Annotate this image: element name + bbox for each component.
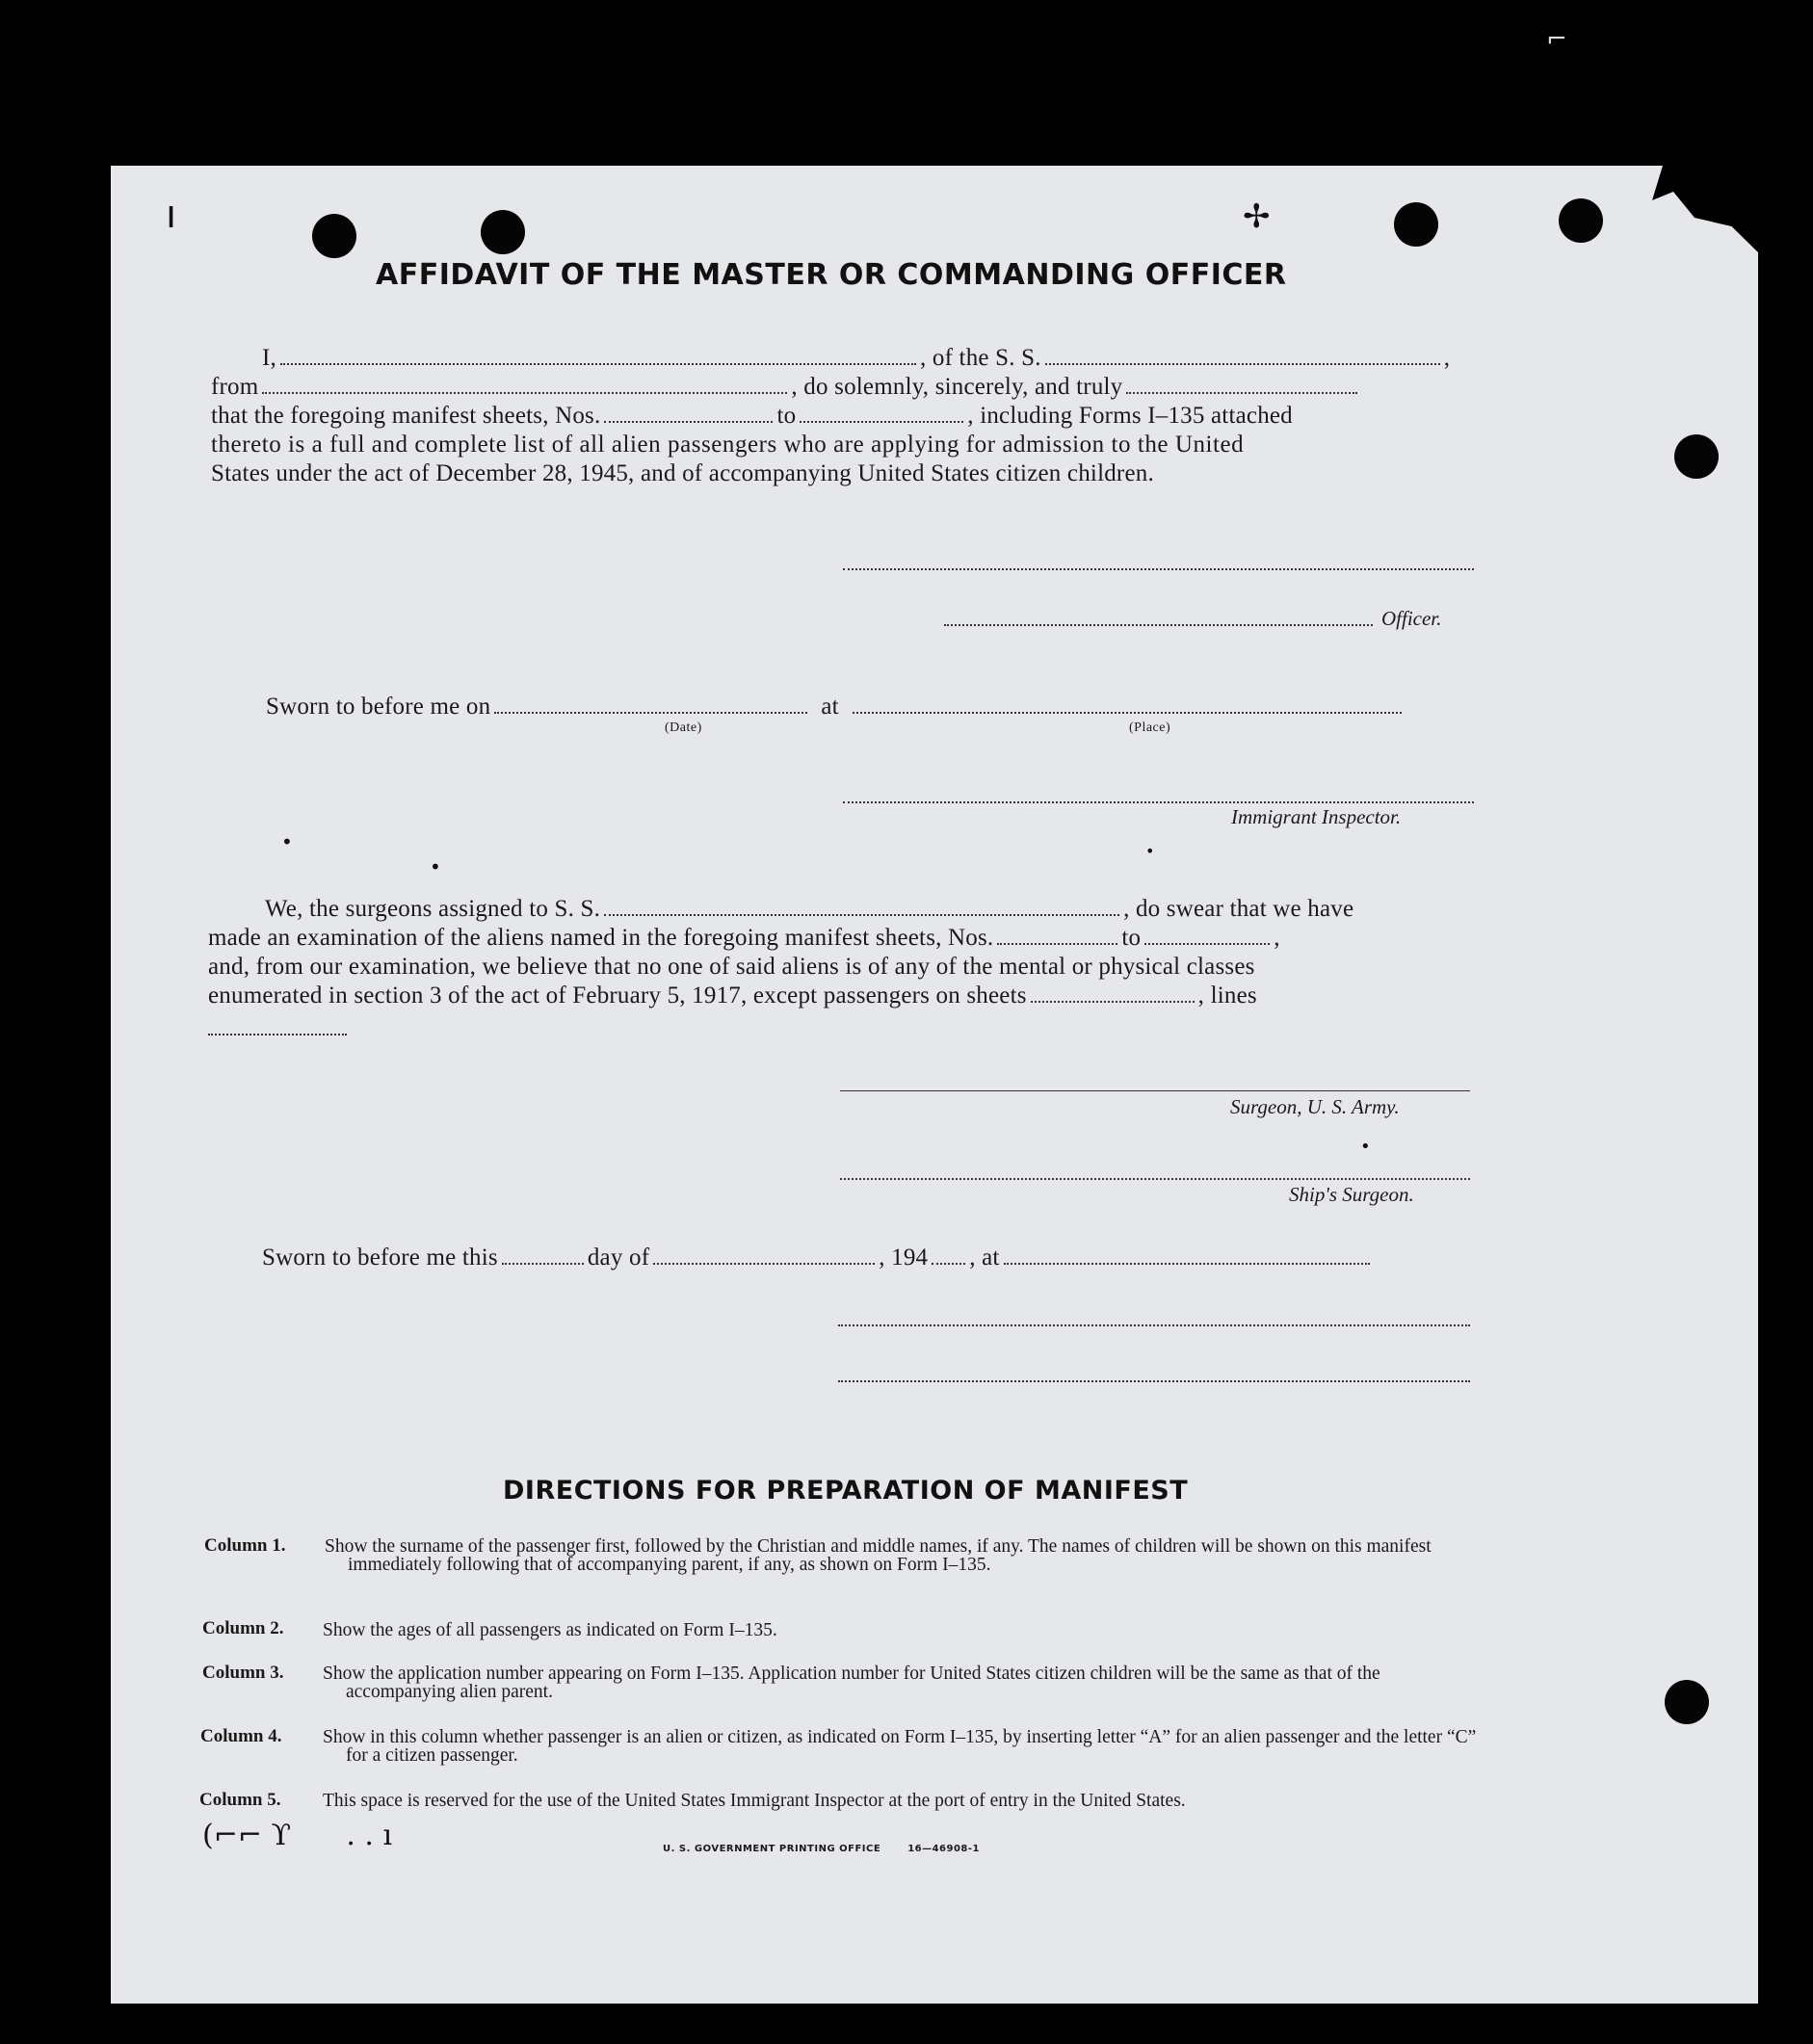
- surgeons-text: We, the surgeons assigned to S. S.: [265, 896, 601, 922]
- form-code: 16—46908-1: [907, 1844, 981, 1854]
- ship-name-field[interactable]: [1045, 363, 1440, 365]
- sheet-from-field[interactable]: [604, 421, 773, 423]
- directions-title: DIRECTIONS FOR PREPARATION OF MANIFEST: [503, 1476, 1189, 1506]
- place-caption: (Place): [1129, 721, 1171, 735]
- column-2-label: Column 2.: [202, 1618, 284, 1638]
- officer-caption: Officer.: [1381, 607, 1442, 630]
- witness-signature-line-1[interactable]: [838, 1324, 1470, 1326]
- punch-hole: [1674, 434, 1719, 479]
- from-label: from: [211, 374, 259, 400]
- except-lines-field[interactable]: [208, 1034, 347, 1035]
- affidavit-line-3: [211, 403, 1293, 430]
- sworn-place-field[interactable]: [853, 712, 1402, 714]
- speck-mark: •: [1360, 1137, 1371, 1157]
- surgeons-line-2: [208, 925, 1280, 952]
- exam-sheet-to-field[interactable]: [1144, 943, 1270, 945]
- column-5-text: This space is reserved for the use of the United States Immigrant Inspector at the port of entry in the United States.: [323, 1791, 1186, 1811]
- handwritten-mark: (⌐⌐ ϒ . . ı: [202, 1819, 393, 1852]
- speck-mark: ✢: [1243, 197, 1271, 236]
- ship-surgeon-signature-line[interactable]: [840, 1178, 1470, 1180]
- speck-mark: ı: [166, 193, 177, 237]
- port-from-field[interactable]: [262, 392, 787, 394]
- affidavit-line-1: [262, 345, 1450, 372]
- to-label: to: [776, 403, 797, 429]
- speck-mark: •: [1145, 842, 1155, 860]
- manifest-sheets-text: that the foregoing manifest sheets, Nos.: [211, 403, 601, 429]
- punch-hole: [312, 214, 356, 258]
- of-the-ss: , of the S. S.: [919, 345, 1041, 371]
- printer-imprint: [663, 1844, 980, 1854]
- column-1-text: Show the surname of the passenger first, followed by the Christian and middle names, if any. The names of children will be shown on this manifest immediately following that of accompanying parent, if any, as shown on Form I–135.: [325, 1536, 1432, 1575]
- exam-sheet-from-field[interactable]: [997, 943, 1117, 945]
- punch-hole: [1665, 1680, 1709, 1724]
- speck-mark: ⌐: [1546, 25, 1567, 54]
- inspector-caption: Immigrant Inspector.: [1231, 805, 1402, 828]
- punch-hole: [1559, 198, 1603, 243]
- sworn-this-text: Sworn to before me this: [262, 1245, 498, 1271]
- at-label: , at: [969, 1245, 1000, 1271]
- ship-surgeon-caption: Ship's Surgeon.: [1289, 1183, 1414, 1206]
- sworn-date-line: [266, 694, 1406, 721]
- punch-hole: [1394, 202, 1438, 247]
- master-name-field[interactable]: [280, 363, 916, 365]
- column-1-label: Column 1.: [204, 1535, 286, 1556]
- comma: ,: [1443, 345, 1451, 371]
- page-title: AFFIDAVIT OF THE MASTER OR COMMANDING OFFICER: [376, 258, 1287, 292]
- day-of-label: day of: [587, 1245, 650, 1271]
- affidavit-i: I,: [262, 345, 276, 371]
- sworn-date-field[interactable]: [494, 712, 807, 714]
- column-5-label: Column 5.: [199, 1790, 281, 1810]
- oath-field[interactable]: [1126, 392, 1357, 394]
- column-3-label: Column 3.: [202, 1663, 284, 1683]
- swear-text: , do swear that we have: [1123, 896, 1354, 922]
- sheet-to-field[interactable]: [800, 421, 963, 423]
- officer-title-line[interactable]: [944, 624, 1373, 626]
- punch-hole: [481, 210, 525, 254]
- lines-text: , lines: [1197, 983, 1257, 1009]
- surgeons-line-3: and, from our examination, we believe that no one of said aliens is of any of the mental or physical classes: [208, 954, 1255, 980]
- column-2-text: Show the ages of all passengers as indicated on Form I–135.: [323, 1620, 777, 1640]
- surgeon-ship-field[interactable]: [604, 914, 1119, 916]
- month-field[interactable]: [653, 1263, 875, 1265]
- enumerated-text: enumerated in section 3 of the act of February 5, 1917, except passengers on sheets: [208, 983, 1027, 1009]
- affidavit-line-4: thereto is a full and complete list of all alien passengers who are applying for admission to the United: [211, 432, 1245, 458]
- column-4-label: Column 4.: [200, 1726, 282, 1746]
- sworn-text: Sworn to before me on: [266, 694, 491, 720]
- army-surgeon-signature-line[interactable]: [840, 1090, 1470, 1091]
- witness-signature-line-2[interactable]: [838, 1380, 1470, 1382]
- at-label: at: [821, 694, 839, 720]
- affidavit-line-5: States under the act of December 28, 1945, and of accompanying United States citizen children.: [211, 460, 1154, 486]
- column-3-text: Show the application number appearing on Form I–135. Application number for United States citizen children will be the same as that of the accompanying alien parent.: [323, 1664, 1380, 1702]
- sworn-day-place-field[interactable]: [1004, 1263, 1370, 1265]
- army-surgeon-caption: Surgeon, U. S. Army.: [1230, 1095, 1400, 1118]
- affidavit-line-2: [211, 374, 1361, 401]
- speck-mark: •: [281, 830, 293, 853]
- to-label: to: [1121, 925, 1142, 951]
- comma: ,: [1274, 925, 1280, 951]
- year-label: , 194: [879, 1245, 929, 1271]
- inspector-signature-line[interactable]: [843, 801, 1474, 803]
- officer-signature-line[interactable]: [843, 568, 1474, 570]
- date-caption: (Date): [665, 721, 702, 735]
- sworn-day-line: [262, 1245, 1374, 1271]
- year-field[interactable]: [932, 1263, 965, 1265]
- examination-text: made an examination of the aliens named in the foregoing manifest sheets, Nos.: [208, 925, 994, 951]
- printer-name: U. S. GOVERNMENT PRINTING OFFICE: [663, 1844, 881, 1854]
- surgeons-line-4: [208, 983, 1257, 1009]
- surgeons-line-1: [265, 896, 1353, 923]
- solemnly-text: , do solemnly, sincerely, and truly: [791, 374, 1123, 400]
- except-sheets-field[interactable]: [1031, 1001, 1195, 1003]
- speck-mark: •: [430, 855, 441, 878]
- forms-attached-text: , including Forms I–135 attached: [967, 403, 1293, 429]
- column-4-text: Show in this column whether passenger is an alien or citizen, as indicated on Form I–135, by inserting letter “A” for an alien passenger and the letter “C” for a citizen passenger.: [323, 1727, 1477, 1766]
- day-field[interactable]: [502, 1263, 584, 1265]
